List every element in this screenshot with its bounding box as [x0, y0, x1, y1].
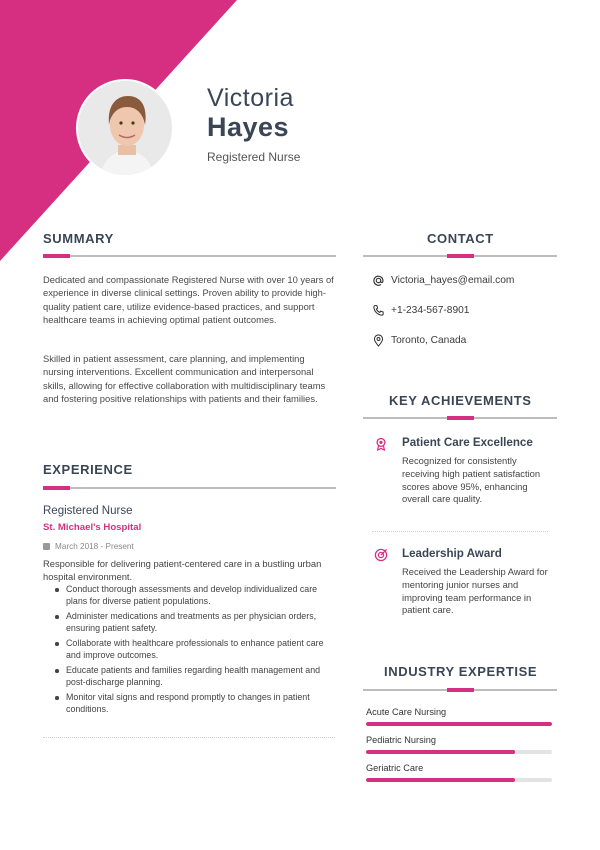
award-ribbon-icon — [374, 437, 388, 451]
contact-location-text: Toronto, Canada — [391, 334, 467, 346]
achievement-title: Leadership Award — [402, 547, 502, 560]
avatar — [76, 79, 174, 177]
experience-end-divider — [43, 737, 335, 738]
achievement-title: Patient Care Excellence — [402, 436, 533, 449]
last-name: Hayes — [207, 112, 290, 142]
achievement-description: Recognized for consistently receiving high patient satisfaction scores above 95%, enhancing overall care quality. — [402, 455, 541, 505]
skill-bar-fill — [366, 722, 552, 726]
first-name: Victoria — [207, 84, 294, 112]
experience-divider — [43, 487, 336, 489]
calendar-icon — [43, 543, 50, 550]
summary-paragraph-2: Skilled in patient assessment, care planning, and implementing nursing interventions. Excellent communication and interpersonal skills, allowing for effective collaboration with multidisciplinary teams and fostering positive relationships with patients and their families. — [43, 353, 326, 404]
experience-bullet-list — [55, 584, 338, 719]
skill-bar — [366, 778, 552, 782]
contact-heading: CONTACT — [427, 231, 494, 246]
contact-email[interactable] — [372, 273, 514, 287]
skill-label: Pediatric Nursing — [366, 735, 436, 745]
contact-location — [372, 333, 466, 347]
list-item: Monitor vital signs and respond promptly to changes in patient conditions. — [55, 692, 338, 715]
expertise-divider — [363, 689, 557, 691]
skill-bar — [366, 750, 552, 754]
list-item: Administer medications and treatments as per physician orders, ensuring patient safety. — [55, 611, 338, 634]
contact-divider — [363, 255, 557, 257]
skill-label: Geriatric Care — [366, 763, 424, 773]
divider-accent — [43, 486, 70, 490]
achievement-separator — [372, 531, 548, 532]
divider-accent — [447, 416, 474, 420]
list-item: Educate patients and families regarding health management and post-discharge planning. — [55, 665, 338, 688]
contact-email-text: Victoria_hayes@email.com — [391, 274, 515, 286]
person-photo-icon — [78, 81, 174, 177]
at-sign-icon — [372, 274, 385, 287]
experience-heading: EXPERIENCE — [43, 462, 133, 477]
summary-paragraph-1: Dedicated and compassionate Registered Nurse with over 10 years of experience in diverse clinical settings. Proven ability to provide high-quality patient care, utilize evidence-based practices, and support healthcare teams in achieving optimal patient outcomes. — [43, 274, 334, 325]
experience-dates-text: March 2018 - Present — [55, 542, 134, 551]
achievements-heading: KEY ACHIEVEMENTS — [389, 393, 532, 408]
skill-bar-fill — [366, 750, 515, 754]
experience-role: Registered Nurse — [43, 505, 133, 517]
achievements-divider — [363, 417, 557, 419]
expertise-heading: INDUSTRY EXPERTISE — [384, 664, 538, 679]
experience-dates — [43, 542, 134, 551]
divider-accent — [43, 254, 70, 258]
divider-accent — [447, 688, 474, 692]
experience-employer: St. Michael's Hospital — [43, 522, 142, 533]
summary-heading: SUMMARY — [43, 231, 114, 246]
achievement-description: Received the Leadership Award for mentoring junior nurses and improving team performance in patient care. — [402, 566, 548, 616]
divider-accent — [447, 254, 474, 258]
job-title: Registered Nurse — [207, 150, 301, 164]
skill-label: Acute Care Nursing — [366, 707, 447, 717]
contact-phone-text: +1-234-567-8901 — [391, 304, 470, 316]
skill-bar-fill — [366, 778, 515, 782]
skill-bar — [366, 722, 552, 726]
contact-phone[interactable] — [372, 303, 469, 317]
phone-icon — [372, 304, 385, 317]
list-item: Collaborate with healthcare professionals to enhance patient care and improve outcomes. — [55, 638, 338, 661]
location-pin-icon — [372, 334, 385, 347]
summary-divider — [43, 255, 336, 257]
target-icon — [374, 548, 388, 562]
list-item: Conduct thorough assessments and develop individualized care plans for diverse patient populations. — [55, 584, 338, 607]
experience-description: Responsible for delivering patient-centered care in a bustling urban hospital environment. — [43, 558, 322, 582]
